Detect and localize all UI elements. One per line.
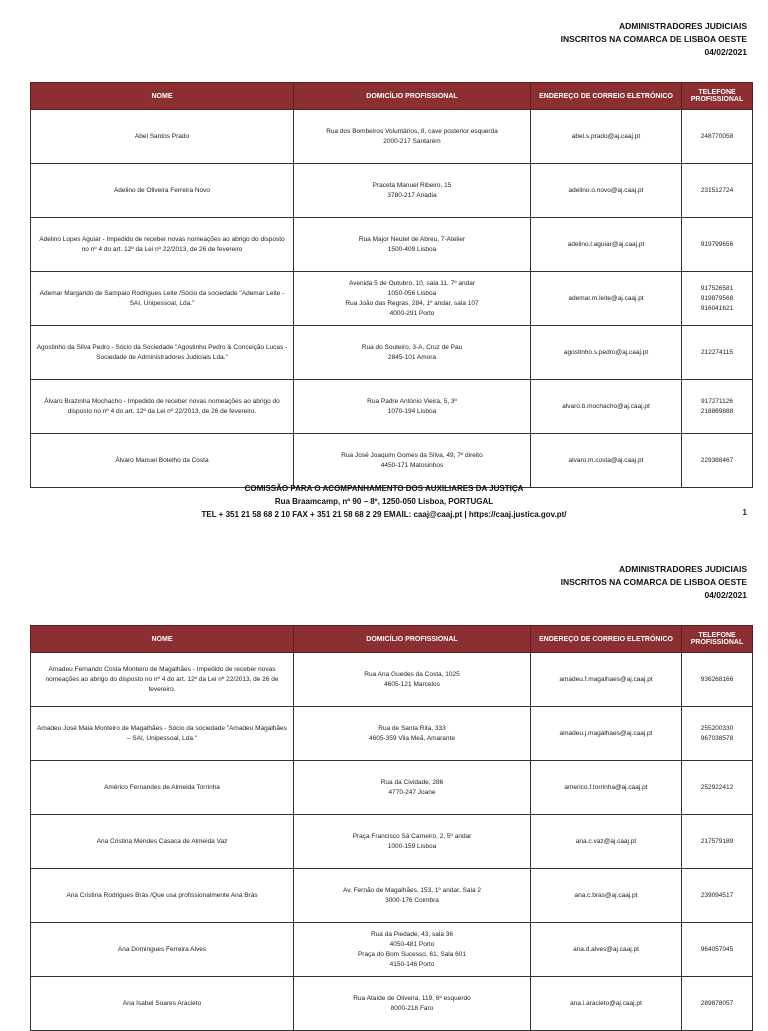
table-header-row — [31, 83, 753, 110]
table-row — [31, 434, 753, 488]
cell-domicilio-line: 4450-171 Matosinhos — [380, 461, 444, 469]
header-title: ADMINISTRADORES JUDICIAIS — [619, 21, 747, 31]
table-row — [31, 707, 753, 761]
cell-domicilio-line: Rua dos Bombeiros Voluntários, 8, cave posterior esquerda — [326, 127, 498, 135]
cell-telefone-line: 217579189 — [700, 837, 734, 845]
cell-domicilio-line: Rua de Santa Rita, 333 — [378, 724, 446, 732]
cell-telefone-line: 218869888 — [700, 407, 734, 415]
cell-nome: Amadeu Fernando Costa Monteiro de Magalhães - Impedido de receber novas nomeações ao abrigo do disposto no nº 4 do art. 12º da Lei nº 22/2013, de 26 de fevereiro. — [31, 653, 294, 707]
cell-domicilio — [294, 815, 531, 869]
column-header-domicilio: DOMICÍLIO PROFISSIONAL — [294, 83, 531, 110]
header-subtitle: INSCRITOS NA COMARCA DE LISBOA OESTE — [560, 34, 747, 44]
cell-domicilio-line: Praça Francisco Sá Carneiro, 2, 5º andar — [352, 832, 472, 840]
cell-nome: Álvaro Brazinha Mochacho - Impedido de receber novas nomeações ao abrigo do disposto no nº 4 do art. 12º da Lei nº 22/2013, de 26 de fevereiro. — [31, 380, 294, 434]
cell-email: ana.d.alves@aj.caaj.pt — [531, 923, 682, 977]
cell-nome: Ana Domingues Ferreira Alves — [31, 923, 294, 977]
cell-domicilio-line: 2845-101 Amora — [387, 353, 437, 361]
cell-email: abel.s.prado@aj.caaj.pt — [531, 110, 682, 164]
header-subtitle: INSCRITOS NA COMARCA DE LISBOA OESTE — [560, 577, 747, 587]
cell-nome: Agostinho da Silva Pedro - Sócio da Sociedade "Agostinho Pedro & Conceição Lucas - Sociedade de Administradores Judiciais Lda." — [31, 326, 294, 380]
cell-domicilio-line: Rua José Joaquim Gomes da Silva, 49, 7º direito — [341, 451, 483, 459]
cell-telefone-line: 239094517 — [700, 891, 734, 899]
cell-domicilio-line: Rua Major Neutel de Abreu, 7-Atelier — [358, 235, 466, 243]
table-row — [31, 815, 753, 869]
cell-domicilio — [294, 923, 531, 977]
cell-domicilio-line: 4605-121 Marcelos — [384, 680, 440, 688]
cell-telefone — [682, 218, 753, 272]
cell-telefone — [682, 707, 753, 761]
cell-email: alvaro.m.costa@aj.caaj.pt — [531, 434, 682, 488]
cell-telefone-line: 248770058 — [700, 132, 734, 140]
table-row — [31, 272, 753, 326]
table-row — [31, 923, 753, 977]
cell-telefone — [682, 326, 753, 380]
cell-telefone-line: 917526581 — [700, 284, 734, 292]
cell-nome: Américo Fernandes de Almeida Torrinha — [31, 761, 294, 815]
cell-domicilio-line: Rua Ataíde de Oliveira, 119, 6º esquerdo — [353, 994, 471, 1002]
cell-domicilio-line: Praça do Bom Sucesso, 61, Sala 601 — [357, 950, 467, 958]
cell-nome: Álvaro Manuel Botelho da Costa — [31, 434, 294, 488]
header-date: 04/02/2021 — [704, 47, 747, 57]
cell-domicilio — [294, 434, 531, 488]
cell-email: americo.f.torrinha@aj.caaj.pt — [531, 761, 682, 815]
column-header-email: ENDEREÇO DE CORREIO ELETRÓNICO — [531, 626, 682, 653]
cell-domicilio-line: 8000-218 Faro — [390, 1004, 434, 1012]
column-header-telefone: TELEFONE PROFISSIONAL — [682, 626, 753, 653]
cell-email: ana.c.vaz@aj.caaj.pt — [531, 815, 682, 869]
cell-domicilio-line: 4605-359 Vila Meã, Amarante — [369, 734, 455, 742]
column-header-email: ENDEREÇO DE CORREIO ELETRÓNICO — [531, 83, 682, 110]
page-number: 1 — [742, 508, 747, 517]
cell-telefone — [682, 434, 753, 488]
cell-email: alvaro.b.mochacho@aj.caaj.pt — [531, 380, 682, 434]
cell-telefone — [682, 869, 753, 923]
table-row — [31, 761, 753, 815]
table-row — [31, 164, 753, 218]
column-header-nome: NOME — [31, 83, 294, 110]
cell-domicilio-line: Rua Padre António Vieira, 5, 3º — [367, 397, 457, 405]
cell-domicilio-line: 2000-217 Santarém — [383, 137, 441, 145]
cell-domicilio-line: 1070-194 Lisboa — [387, 407, 437, 415]
table-body — [31, 653, 753, 1031]
cell-email: ana.i.aracieto@aj.caaj.pt — [531, 977, 682, 1031]
cell-domicilio — [294, 653, 531, 707]
header-date: 04/02/2021 — [704, 590, 747, 600]
cell-domicilio-line: Rua da Piedade, 43, sala 36 — [370, 930, 454, 938]
cell-domicilio-line: Av. Fernão de Magalhães, 153, 1º andar, Sala 2 — [342, 886, 481, 894]
cell-nome: Adelino de Oliveira Ferreira Novo — [31, 164, 294, 218]
cell-telefone — [682, 653, 753, 707]
cell-nome: Ademar Margarido de Sampaio Rodrigues Leite /Sócio da sociedade "Ademar Leite - SAI, Unipessoal, Lda." — [31, 272, 294, 326]
cell-domicilio-line: Praceta Manuel Ribeiro, 15 — [372, 181, 452, 189]
cell-email: ana.c.bras@aj.caaj.pt — [531, 869, 682, 923]
header-title: ADMINISTRADORES JUDICIAIS — [619, 564, 747, 574]
cell-domicilio-line: 4770-247 Joane — [388, 788, 436, 796]
cell-email: adelino.l.aguiar@aj.caaj.pt — [531, 218, 682, 272]
document-footer — [0, 482, 768, 521]
cell-telefone — [682, 977, 753, 1031]
cell-telefone — [682, 272, 753, 326]
cell-domicilio-line: 1000-159 Lisboa — [387, 842, 437, 850]
cell-nome: Adelino Lopes Aguiar - Impedido de receber novas nomeações ao abrigo do disposto no nº 4 do art. 12º da Lei nº 22/2013, de 26 de fevereiro — [31, 218, 294, 272]
table-row — [31, 110, 753, 164]
cell-domicilio — [294, 272, 531, 326]
cell-domicilio — [294, 707, 531, 761]
column-header-telefone: TELEFONE PROFISSIONAL — [682, 83, 753, 110]
cell-nome: Ana Cristina Mendes Casaca de Almeida Vaz — [31, 815, 294, 869]
cell-telefone — [682, 380, 753, 434]
cell-domicilio-line: 4050-481 Porto — [389, 940, 435, 948]
cell-email: adelino.o.novo@aj.caaj.pt — [531, 164, 682, 218]
cell-domicilio — [294, 110, 531, 164]
column-header-nome: NOME — [31, 626, 294, 653]
cell-domicilio — [294, 761, 531, 815]
cell-telefone — [682, 923, 753, 977]
column-header-domicilio: DOMICÍLIO PROFISSIONAL — [294, 626, 531, 653]
document-header — [561, 563, 747, 602]
cell-email: amadeu.j.magalhaes@aj.caaj.pt — [531, 707, 682, 761]
table-row — [31, 326, 753, 380]
cell-domicilio-line: Avenida 5 de Outubro, 10, sala 11, 7º andar — [348, 279, 476, 287]
cell-email: amadeu.f.magalhaes@aj.caaj.pt — [531, 653, 682, 707]
cell-domicilio-line: Rua do Souteiro, 3-A, Cruz de Pau — [361, 343, 463, 351]
cell-telefone-line: 255200330 — [700, 724, 734, 732]
table-row — [31, 977, 753, 1031]
footer-organization: COMISSÃO PARA O ACOMPANHAMENTO DOS AUXILIARES DA JUSTIÇA — [244, 484, 524, 493]
cell-nome: Amadeu José Maia Monteiro de Magalhães - Sócio da sociedade "Amadeu Magalhães – SAI, Unipessoal, Lda." — [31, 707, 294, 761]
cell-telefone-line: 231512724 — [700, 186, 734, 194]
cell-domicilio-line: Rua Ana Guedes da Costa, 1025 — [364, 670, 460, 678]
table-row — [31, 218, 753, 272]
cell-telefone-line: 289878057 — [700, 999, 734, 1007]
table-body — [31, 110, 753, 488]
cell-telefone-line: 919799656 — [700, 240, 734, 248]
table-row — [31, 653, 753, 707]
cell-domicilio-line: 4000-291 Porto — [389, 309, 435, 317]
cell-telefone-line: 967038578 — [700, 734, 734, 742]
cell-domicilio — [294, 869, 531, 923]
cell-nome: Ana Cristina Rodrigues Brás /Que usa profissionalmente Ana Brás — [31, 869, 294, 923]
cell-domicilio — [294, 164, 531, 218]
table-row — [31, 869, 753, 923]
cell-domicilio-line: Rua da Cividade, 286 — [380, 778, 444, 786]
cell-telefone-line: 936268166 — [700, 675, 734, 683]
document-page-2 — [0, 545, 768, 1024]
table-row — [31, 380, 753, 434]
cell-telefone-line: 964057045 — [700, 945, 734, 953]
cell-telefone-line: 917271126 — [700, 397, 734, 405]
cell-email: ademar.m.leite@aj.caaj.pt — [531, 272, 682, 326]
cell-domicilio-line: 1050-056 Lisboa — [387, 289, 437, 297]
footer-address: Rua Braamcamp, nº 90 – 8º, 1250-050 Lisboa, PORTUGAL — [274, 497, 494, 506]
cell-domicilio-line: Rua João das Regras, 284, 1º andar, sala 107 — [345, 299, 479, 307]
cell-domicilio-line: 3000-176 Coimbra — [385, 896, 439, 904]
registry-table — [30, 625, 753, 1031]
cell-domicilio — [294, 326, 531, 380]
footer-contacts: TEL + 351 21 58 68 2 10 FAX + 351 21 58 68 2 29 EMAIL: caaj@caaj.pt | https://caaj.justica.gov.pt/ — [201, 510, 567, 519]
cell-domicilio-line: 3780-217 Anadia — [387, 191, 437, 199]
cell-domicilio-line: 1500-409 Lisboa — [387, 245, 437, 253]
cell-domicilio — [294, 218, 531, 272]
cell-nome: Abel Santos Prado — [31, 110, 294, 164]
cell-telefone-line: 229388467 — [700, 456, 734, 464]
table-header-row — [31, 626, 753, 653]
cell-telefone — [682, 761, 753, 815]
cell-domicilio — [294, 977, 531, 1031]
cell-telefone-line: 916041621 — [700, 304, 734, 312]
cell-email: agostinho.s.pedro@aj.caaj.pt — [531, 326, 682, 380]
document-header — [561, 20, 747, 59]
registry-table — [30, 82, 753, 488]
cell-telefone-line: 252922412 — [700, 783, 734, 791]
cell-telefone — [682, 164, 753, 218]
cell-nome: Ana Isabel Soares Aracieto — [31, 977, 294, 1031]
cell-telefone — [682, 815, 753, 869]
cell-domicilio — [294, 380, 531, 434]
cell-telefone — [682, 110, 753, 164]
cell-telefone-line: 919879568 — [700, 294, 734, 302]
cell-domicilio-line: 4150-146 Porto — [389, 960, 435, 968]
cell-telefone-line: 212274115 — [700, 348, 734, 356]
